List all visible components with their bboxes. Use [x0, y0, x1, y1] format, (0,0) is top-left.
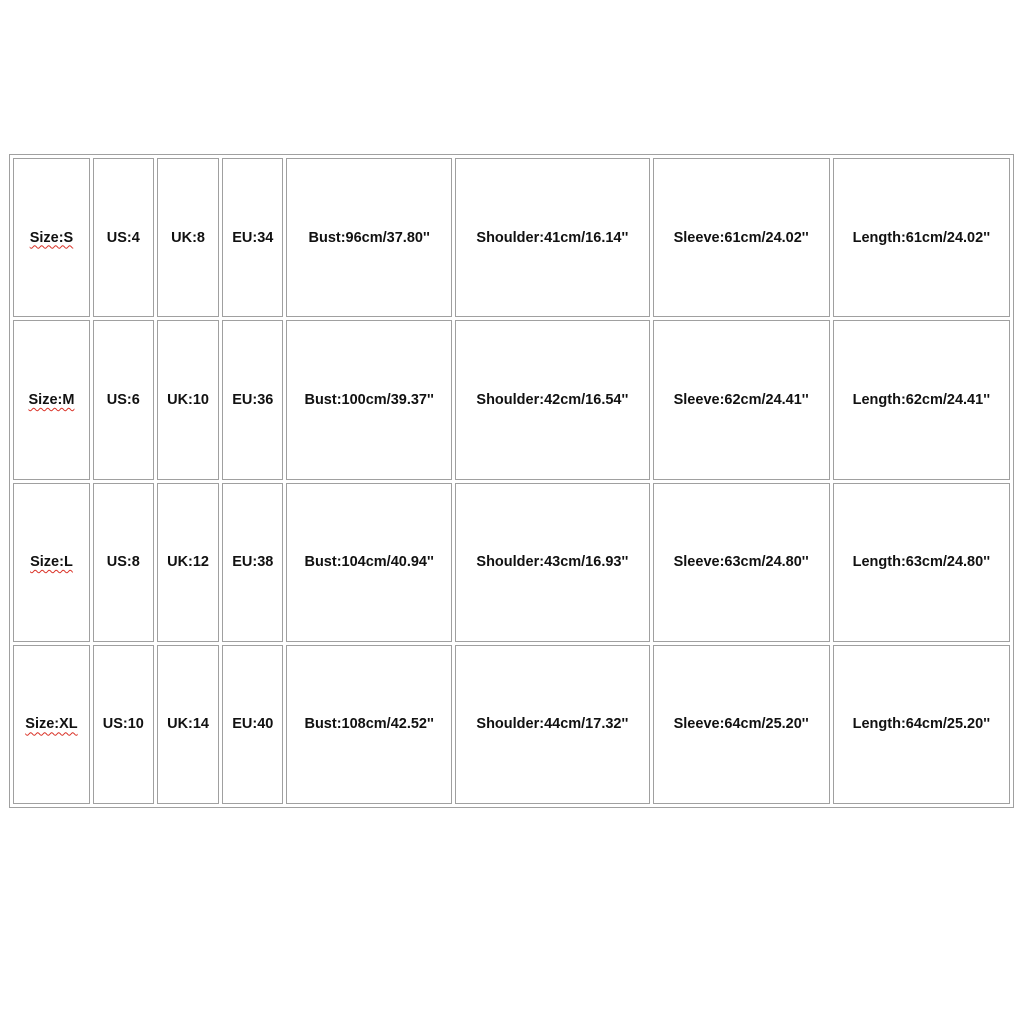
eu-size-cell: EU:34	[222, 158, 283, 317]
uk-size-cell: UK:14	[157, 645, 220, 804]
uk-size-cell: UK:10	[157, 320, 220, 479]
length-cell: Length:63cm/24.80''	[833, 483, 1010, 642]
bust-cell: Bust:96cm/37.80''	[286, 158, 452, 317]
sleeve-cell: Sleeve:61cm/24.02''	[653, 158, 830, 317]
uk-size-cell: UK:12	[157, 483, 220, 642]
shoulder-cell: Shoulder:42cm/16.54''	[455, 320, 649, 479]
size-label: Size:XL	[25, 716, 78, 733]
uk-size-cell: UK:8	[157, 158, 220, 317]
bust-cell: Bust:100cm/39.37''	[286, 320, 452, 479]
us-size-cell: US:8	[93, 483, 154, 642]
size-row-xl	[13, 645, 1010, 804]
size-cell	[13, 645, 90, 804]
size-label: Size:S	[29, 229, 74, 246]
size-cell	[13, 483, 90, 642]
size-row-s	[13, 158, 1010, 317]
eu-size-cell: EU:36	[222, 320, 283, 479]
size-row-m	[13, 320, 1010, 479]
bust-cell: Bust:104cm/40.94''	[286, 483, 452, 642]
bust-cell: Bust:108cm/42.52''	[286, 645, 452, 804]
length-cell: Length:62cm/24.41''	[833, 320, 1010, 479]
us-size-cell: US:6	[93, 320, 154, 479]
us-size-cell: US:10	[93, 645, 154, 804]
size-chart-table	[9, 154, 1014, 808]
sleeve-cell: Sleeve:62cm/24.41''	[653, 320, 830, 479]
sleeve-cell: Sleeve:64cm/25.20''	[653, 645, 830, 804]
us-size-cell: US:4	[93, 158, 154, 317]
size-row-l	[13, 483, 1010, 642]
eu-size-cell: EU:38	[222, 483, 283, 642]
length-cell: Length:64cm/25.20''	[833, 645, 1010, 804]
size-label: Size:L	[30, 554, 73, 571]
shoulder-cell: Shoulder:43cm/16.93''	[455, 483, 649, 642]
size-cell	[13, 158, 90, 317]
length-cell: Length:61cm/24.02''	[833, 158, 1010, 317]
sleeve-cell: Sleeve:63cm/24.80''	[653, 483, 830, 642]
shoulder-cell: Shoulder:44cm/17.32''	[455, 645, 649, 804]
size-label: Size:M	[28, 391, 75, 408]
size-cell	[13, 320, 90, 479]
shoulder-cell: Shoulder:41cm/16.14''	[455, 158, 649, 317]
eu-size-cell: EU:40	[222, 645, 283, 804]
